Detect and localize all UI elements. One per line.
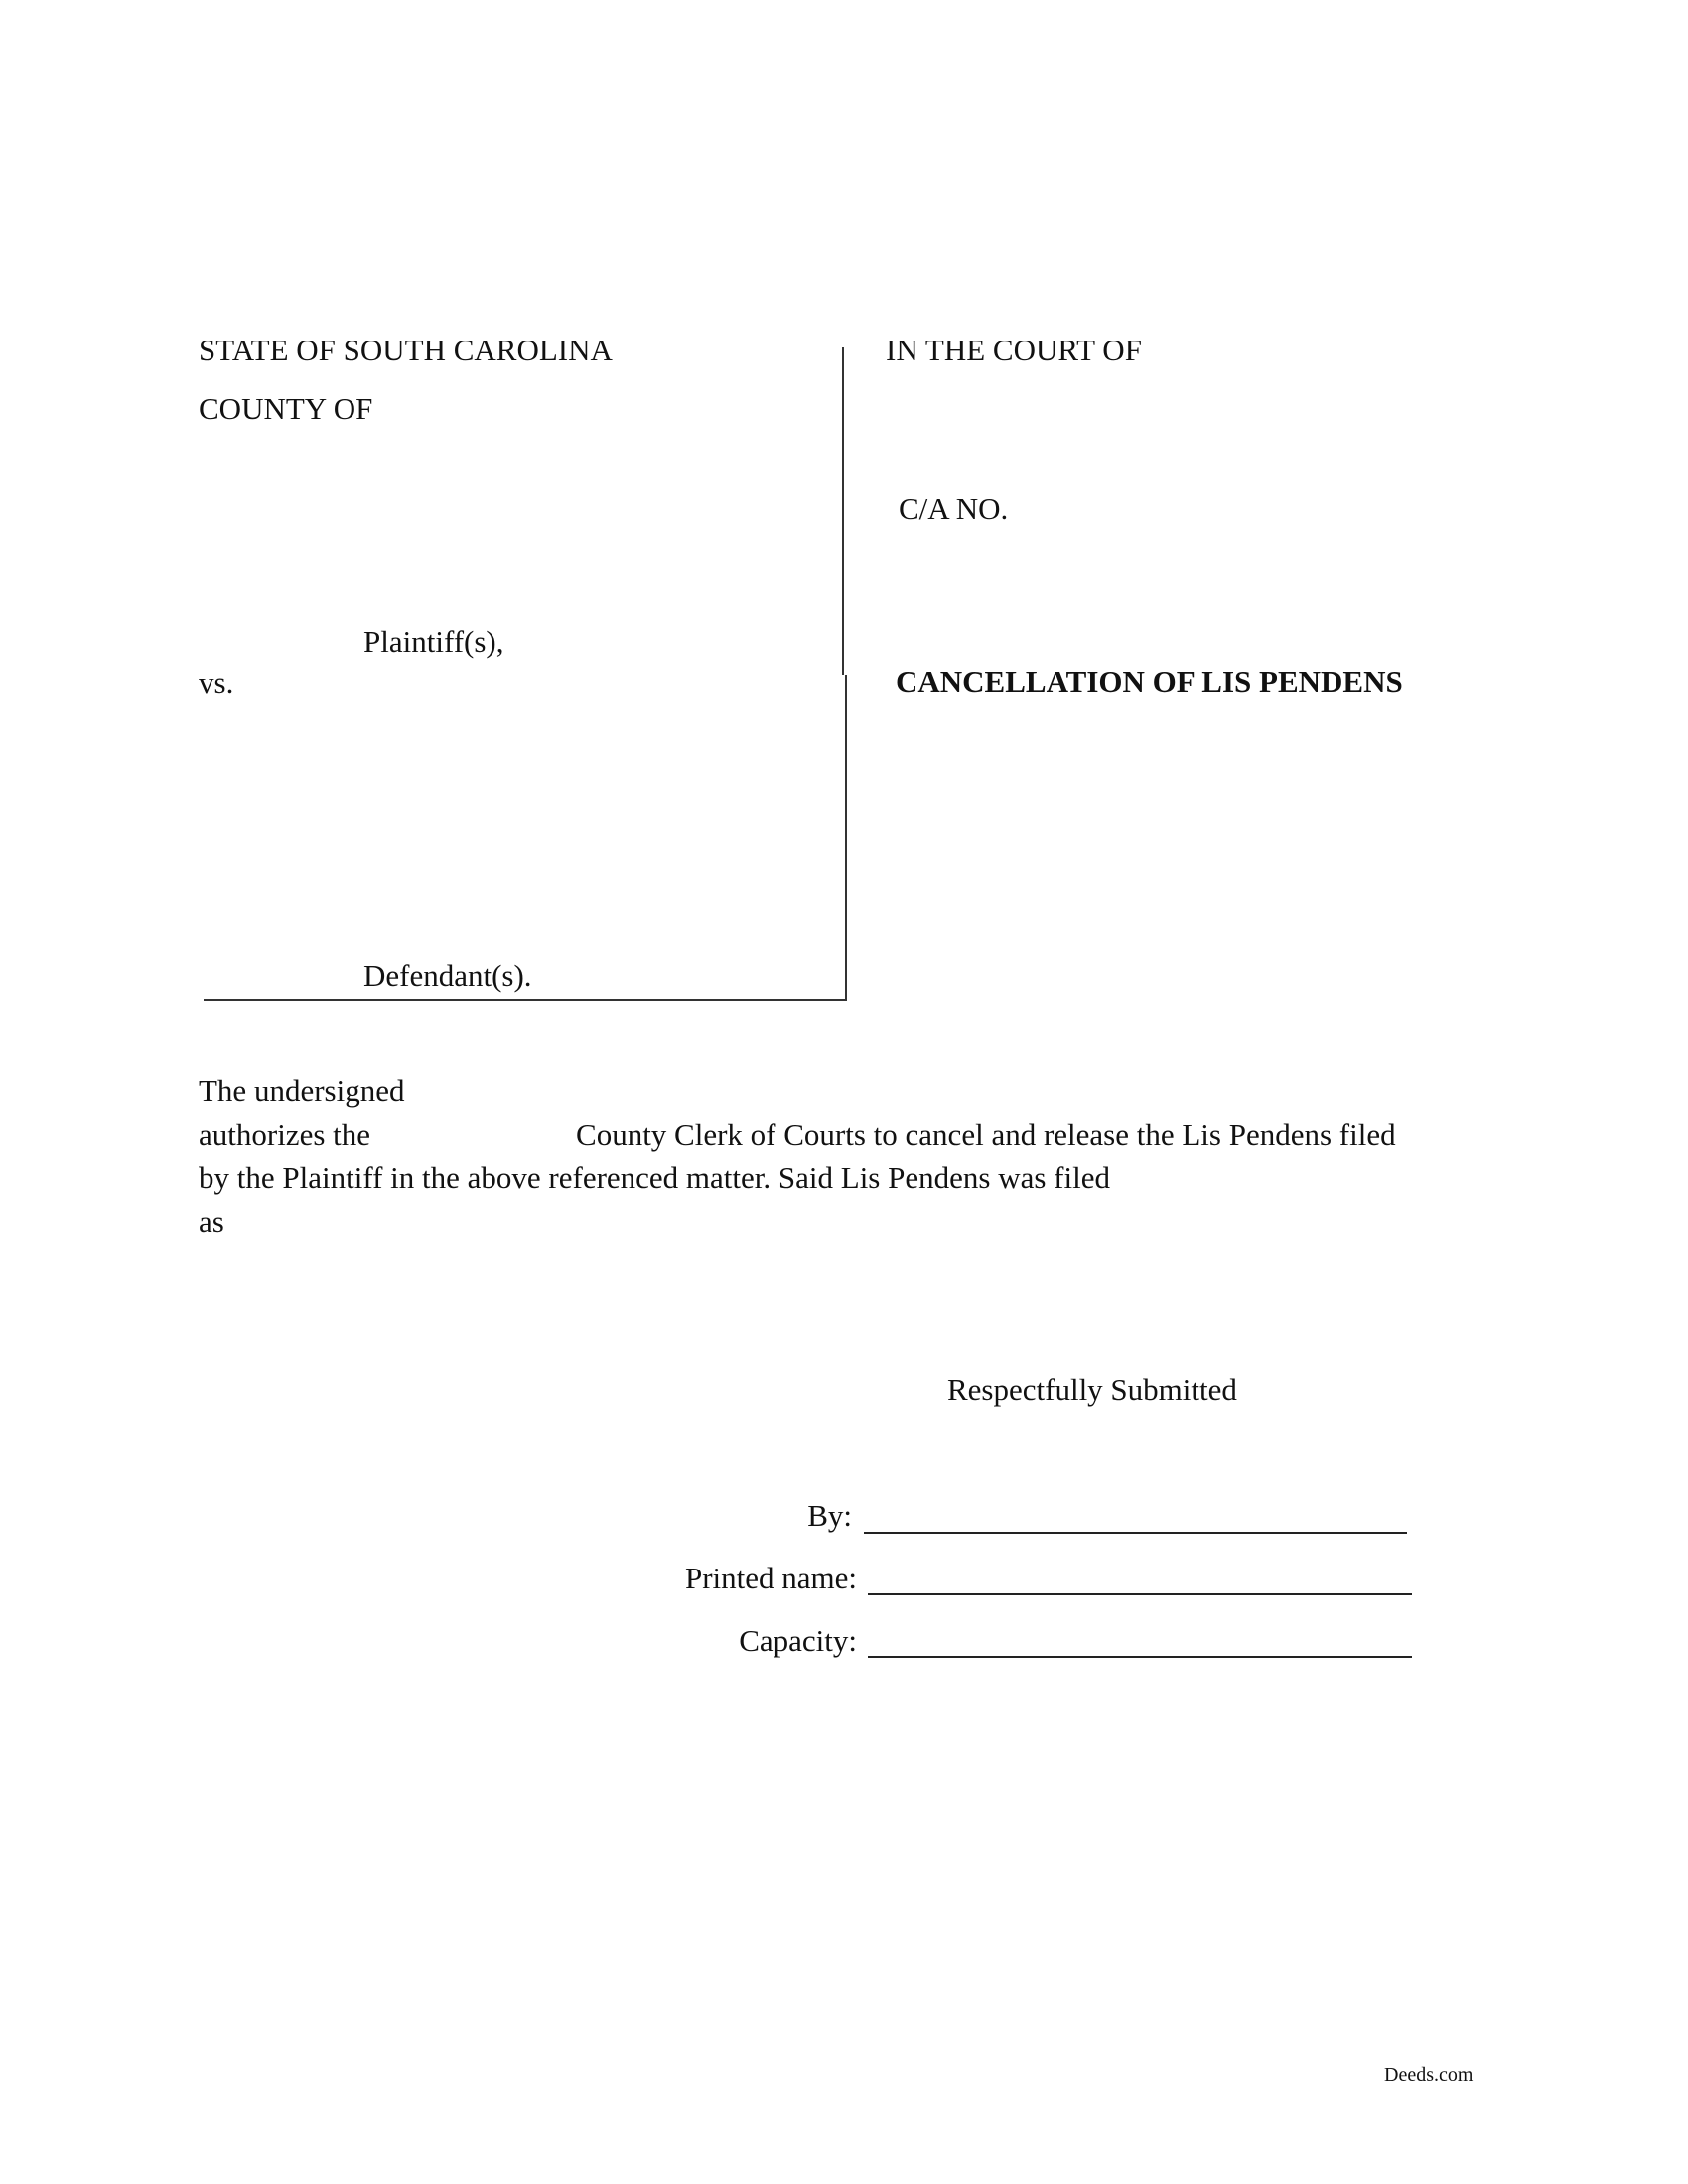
caption-divider-upper	[842, 347, 844, 675]
case-number-label: C/A NO.	[899, 491, 1009, 526]
by-signature-line[interactable]	[864, 1532, 1407, 1534]
caption-bottom-rule	[204, 999, 847, 1001]
body-line-4: as	[199, 1204, 224, 1239]
body-line-2-end: County Clerk of Courts to cancel and release the Lis Pendens filed	[576, 1117, 1396, 1152]
body-line-1: The undersigned	[199, 1073, 405, 1108]
document-title: CANCELLATION OF LIS PENDENS	[896, 664, 1403, 699]
state-heading: STATE OF SOUTH CAROLINA	[199, 333, 613, 367]
body-line-3: by the Plaintiff in the above referenced matter. Said Lis Pendens was filed	[199, 1160, 1110, 1195]
vs-label: vs.	[199, 665, 234, 700]
printed-name-line[interactable]	[868, 1593, 1412, 1595]
court-heading: IN THE COURT OF	[886, 333, 1142, 367]
body-line-2-start: authorizes the	[199, 1117, 371, 1152]
defendant-label: Defendant(s).	[363, 958, 532, 993]
printed-name-label: Printed name:	[684, 1561, 857, 1595]
body-line-2	[199, 1119, 1396, 1150]
by-label: By:	[807, 1498, 852, 1533]
county-label: COUNTY OF	[199, 391, 373, 426]
closing-text: Respectfully Submitted	[947, 1372, 1237, 1407]
plaintiff-label: Plaintiff(s),	[363, 624, 504, 659]
capacity-label: Capacity:	[739, 1623, 857, 1658]
caption-divider-lower	[845, 675, 847, 1001]
deeds-watermark: Deeds.com	[1384, 2064, 1474, 2086]
capacity-line[interactable]	[868, 1656, 1412, 1658]
